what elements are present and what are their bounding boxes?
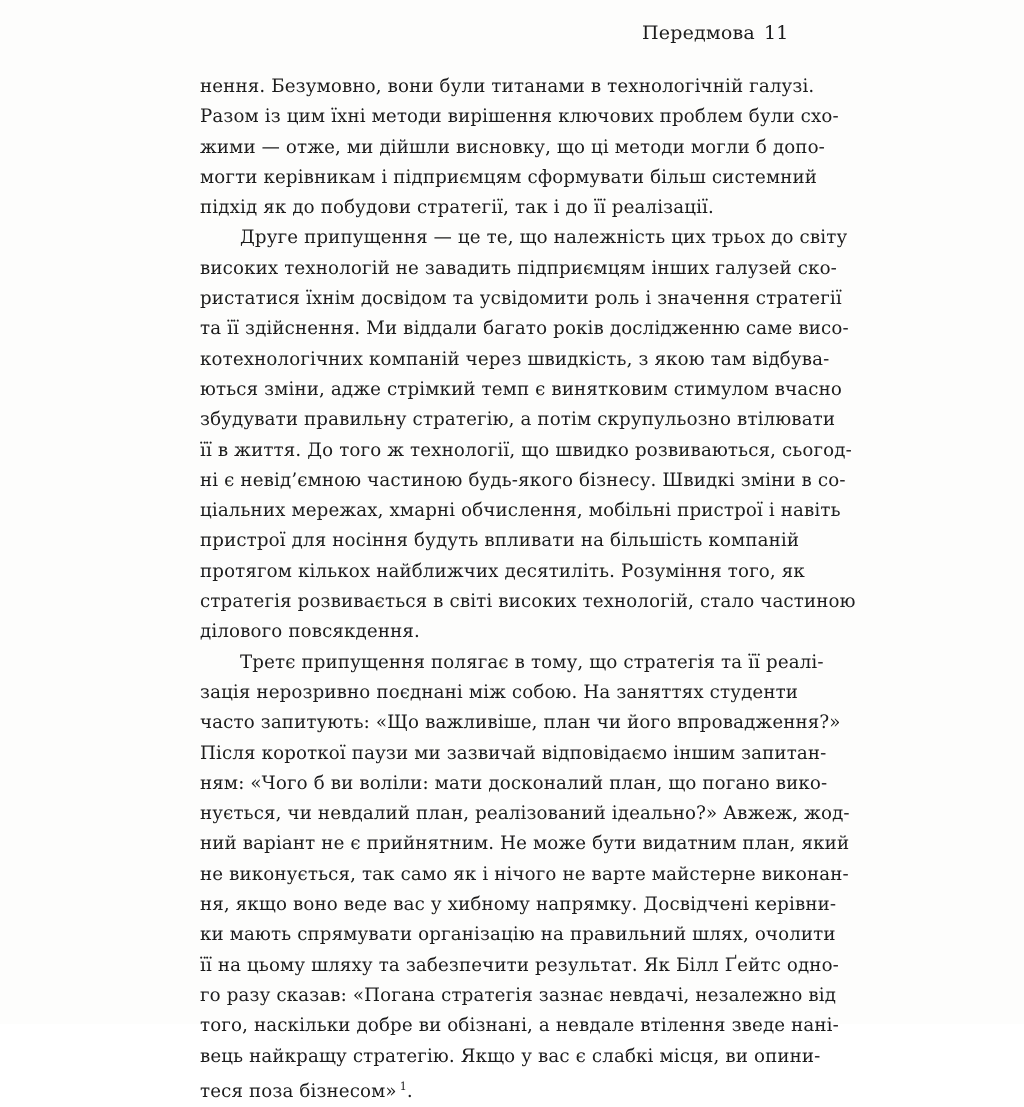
text-line: жими — отже, ми дійшли висновку, що ці методи могли б допо- [200, 136, 825, 158]
text-line: котехнологічних компаній через швидкість, з якою там відбува- [200, 348, 830, 370]
text-line: Після короткої паузи ми зазвичай відповідаємо іншим запитан- [200, 742, 827, 764]
chapter-title: Передмова [642, 22, 755, 44]
text-line: ні є невід’ємною частиною будь-якого бізнесу. Швидкі зміни в со- [200, 469, 846, 491]
text-line: могти керівникам і підприємцям сформувати більш системний [200, 166, 818, 188]
text-line: Друге припущення — це те, що належність цих трьох до світу [240, 227, 848, 249]
body-text [200, 72, 856, 1102]
text-line: ням: «Чого б ви воліли: мати досконалий план, що погано вико- [200, 772, 828, 794]
page-number: 11 [764, 22, 789, 44]
text-line: того, наскільки добре ви обізнані, а невдале втілення зведе нані- [200, 1015, 839, 1037]
text-line: нення. Безумовно, вони були титанами в технологічній галузі. [200, 76, 815, 97]
text-line: го разу сказав: «Погана стратегія зазнає невдачі, незалежно від [200, 984, 837, 1006]
text-line: ються зміни, адже стрімкий темп є винятковим стимулом вчасно [200, 378, 842, 400]
end-punctuation: . [406, 1080, 413, 1102]
text-line: ділового повсякдення. [200, 621, 420, 643]
text-line: часто запитують: «Що важливіше, план чи його впровадження?» [200, 712, 841, 734]
text-line: ціальних мережах, хмарні обчислення, мобільні пристрої і навіть [200, 500, 841, 522]
text-line: її на цьому шляху та забезпечити результат. Як Білл Ґейтс одно- [200, 954, 839, 976]
text-line: ки мають спрямувати організацію на правильний шлях, очолити [200, 924, 836, 946]
text-line: збудувати правильну стратегію, а потім скрупульозно втілювати [200, 409, 836, 431]
text-line: Разом із цим їхні методи вирішення ключових проблем були схо- [200, 106, 839, 128]
text-line: пристрої для носіння будуть впливати на більшість компаній [200, 530, 800, 552]
text-line: Третє припущення полягає в тому, що стратегія та її реалі- [240, 651, 824, 673]
text-line: підхід як до побудови стратегії, так і до її реалізації. [200, 197, 714, 219]
text-line-content: теся поза бізнесом» [200, 1080, 397, 1102]
text-line: високих технологій не завадить підприємцям інших галузей ско- [200, 257, 837, 279]
text-line: стратегія розвивається в світі високих технологій, стало частиною [200, 591, 856, 613]
text-line: нується, чи невдалий план, реалізований ідеально?» Авжеж, жод- [200, 803, 850, 825]
last-text-line [200, 1072, 790, 1102]
text-line: зація нерозривно поєднані між собою. На заняттях студенти [200, 681, 799, 703]
text-line: та її здійснення. Ми віддали багато років дослідженню саме висо- [200, 318, 849, 340]
text-line: її в життя. До того ж технології, що швидко розвиваються, сьогод- [200, 439, 852, 461]
text-line: ристатися їхнім досвідом та усвідомити роль і значення стратегії [200, 288, 842, 310]
text-line: не виконується, так само як і нічого не варте майстерне виконан- [200, 863, 849, 885]
text-line: ня, якщо воно веде вас у хибному напрямку. Досвідчені керівни- [200, 894, 837, 916]
text-line: ний варіант не є прийнятним. Не може бути видатним план, який [200, 833, 850, 855]
text-line: вець найкращу стратегію. Якщо у вас є слабкі місця, ви опини- [200, 1045, 821, 1067]
text-line: протягом кількох найближчих десятиліть. Розуміння того, як [200, 560, 805, 582]
footnote-marker: 1 [399, 1079, 407, 1093]
running-head [620, 22, 820, 52]
